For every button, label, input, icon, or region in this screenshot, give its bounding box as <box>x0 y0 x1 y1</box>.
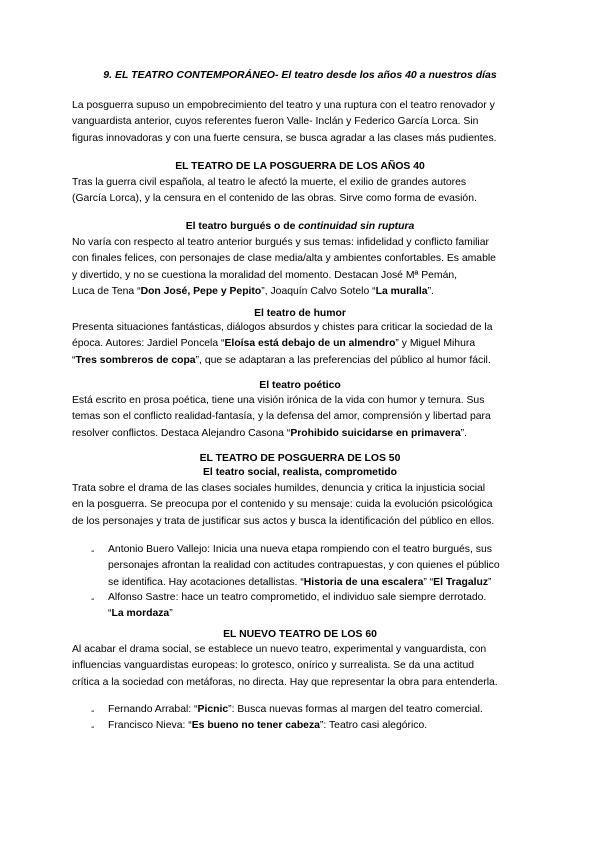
text-run: Fernando Arrabal: “ <box>108 704 198 715</box>
intro-line: vanguardista anterior, cuyos referentes fueron Valle- Inclán y Federico García Lorca. Sin <box>72 116 479 128</box>
text-run: época. Autores: Jardiel Poncela “ <box>72 338 225 350</box>
text-run: ”. <box>460 427 468 439</box>
paragraph-line: en la posguerra. Se preocupa por el contenido y su mensaje: cuida la evolución psicológica <box>72 499 493 511</box>
paragraph-line: Presenta situaciones fantásticas, diálogos absurdos y chistes para criticar la sociedad de la <box>72 322 493 333</box>
text-run: ” <box>169 608 173 620</box>
section-heading-50: EL TEATRO DE POSGUERRA DE LOS 50 <box>199 453 401 464</box>
paragraph-line <box>72 353 532 369</box>
paragraph-line: crítica a la sociedad con metáforas, no directa. Hay que representar la obra para entenderla. <box>72 676 498 688</box>
subheading-text: El teatro burgués o de <box>185 221 299 232</box>
paragraph-line <box>108 702 532 718</box>
subheading-burgues <box>72 221 528 232</box>
bullet-dash: - <box>91 594 95 605</box>
paragraph-line: Antonio Buero Vallejo: Inicia una nueva etapa rompiendo con el teatro burgués, sus <box>108 544 492 555</box>
paragraph-line: Alfonso Sastre: hace un teatro comprometido, el individuo sale siempre derrotado. <box>108 592 487 603</box>
work-title: Prohibido suicidarse en primavera <box>290 427 461 439</box>
paragraph-line <box>108 606 532 622</box>
intro-line: figuras innovadoras y con una fuerte censura, se busca agradar a las clases más pudientes. <box>72 132 497 144</box>
bullet-dash: - <box>91 546 95 557</box>
work-title: Picnic <box>197 704 229 715</box>
paragraph-line: de los personajes y trata de justificar sus actos y busca la identificación del público en ellos. <box>72 515 495 527</box>
burgues-paragraph <box>72 235 532 301</box>
subheading-poetico: El teatro poético <box>259 380 341 391</box>
work-title: Historia de una escalera <box>303 576 424 588</box>
bullet-arrabal <box>108 702 532 718</box>
text-run: ” “ <box>423 576 434 588</box>
intro-line: La posguerra supuso un empobrecimiento del teatro y una ruptura con el teatro renovador y <box>72 100 495 111</box>
text-run: “ <box>72 354 76 366</box>
bullet-buero-vallejo <box>108 542 532 591</box>
work-title: Don José, Pepe y Pepito <box>140 286 262 298</box>
paragraph-line: y divertido, y no se cuestiona la moralidad del momento. Destacan José Mª Pemán, <box>72 269 458 281</box>
paragraph-line <box>108 575 532 591</box>
text-run: ”. <box>427 286 434 298</box>
paragraph-line: personajes afrontan la realidad con actitudes contrapuestas, y con quienes el público <box>108 560 500 572</box>
paragraph-line <box>108 718 532 734</box>
subheading-social: El teatro social, realista, comprometido <box>202 467 398 478</box>
paragraph-line <box>72 336 532 352</box>
text-run: ”, que se adaptaran a las preferencias del público al humor fácil. <box>195 354 491 366</box>
humor-paragraph <box>72 320 532 369</box>
text-run: “ <box>108 608 112 620</box>
section-40-paragraph <box>72 175 532 208</box>
paragraph-line: (García Lorca), y la censura en el contenido de las obras. Sirve como forma de evasión. <box>72 193 477 205</box>
work-title: Eloísa está debajo de un almendro <box>224 338 396 350</box>
intro-paragraph <box>72 98 532 147</box>
text-run: ”, Joaquín Calvo Sotelo “ <box>261 286 376 298</box>
text-run: ”: Teatro casi alegórico. <box>319 720 428 731</box>
bullet-nieva <box>108 718 532 734</box>
subheading-italic: continuidad sin ruptura <box>298 221 415 232</box>
paragraph-line: temas son el conflicto realidad-fantasía, y la defensa del amor, comprensión y libertad para <box>72 411 491 423</box>
paragraph-line: Tras la guerra civil española, al teatro le afectó la muerte, el exilio de grandes autores <box>72 177 467 188</box>
text-run: Francisco Nieva: “ <box>108 720 192 731</box>
text-run: ” y Miguel Mihura <box>395 338 476 350</box>
paragraph-line <box>72 284 532 300</box>
work-title: El Tragaluz <box>433 576 489 588</box>
section-heading-60: EL NUEVO TEATRO DE LOS 60 <box>223 629 377 640</box>
paragraph-line: Está escrito en prosa poética, tiene una visión irónica de la vida con humor y ternura. Sus <box>72 395 485 406</box>
paragraph-line <box>72 426 532 442</box>
text-run: ”: Busca nuevas formas al margen del teatro comercial. <box>228 704 483 715</box>
poetico-paragraph <box>72 393 532 442</box>
text-run: se identifica. Hay acotaciones detallistas. “ <box>108 576 304 588</box>
paragraph-line: influencias vanguardistas europeas: lo grotesco, onírico y surrealista. Se da una actitud <box>72 660 475 672</box>
document-title: 9. EL TEATRO CONTEMPORÁNEO- El teatro desde los años 40 a nuestros días <box>103 69 497 81</box>
text-run: ” <box>488 576 492 588</box>
work-title: Es bueno no tener cabeza <box>191 720 320 731</box>
paragraph-line: Trata sobre el drama de las clases sociales humildes, denuncia y critica la injusticia social <box>72 483 486 494</box>
bullet-dash: - <box>91 722 95 733</box>
paragraph-line: No varía con respecto al teatro anterior burgués y sus temas: infidelidad y conflicto familiar <box>72 237 489 248</box>
bullet-sastre <box>108 590 532 623</box>
text-run: Luca de Tena “ <box>72 286 141 298</box>
bullet-dash: - <box>91 706 95 717</box>
paragraph-line: con finales felices, con personajes de clase media/alta y ambientes confortables. Es amable <box>72 253 496 265</box>
work-title: La mordaza <box>111 608 170 620</box>
subheading-humor: El teatro de humor <box>254 308 346 319</box>
section-60-paragraph <box>72 642 532 691</box>
section-50-paragraph <box>72 481 532 530</box>
work-title: Tres sombreros de copa <box>75 354 196 366</box>
section-heading-40: EL TEATRO DE LA POSGUERRA DE LOS AÑOS 40 <box>175 161 425 172</box>
paragraph-line: Al acabar el drama social, se establece un nuevo teatro, experimental y vanguardista, con <box>72 644 487 655</box>
text-run: resolver conflictos. Destaca Alejandro Casona “ <box>72 427 291 439</box>
work-title: La muralla <box>375 286 428 298</box>
